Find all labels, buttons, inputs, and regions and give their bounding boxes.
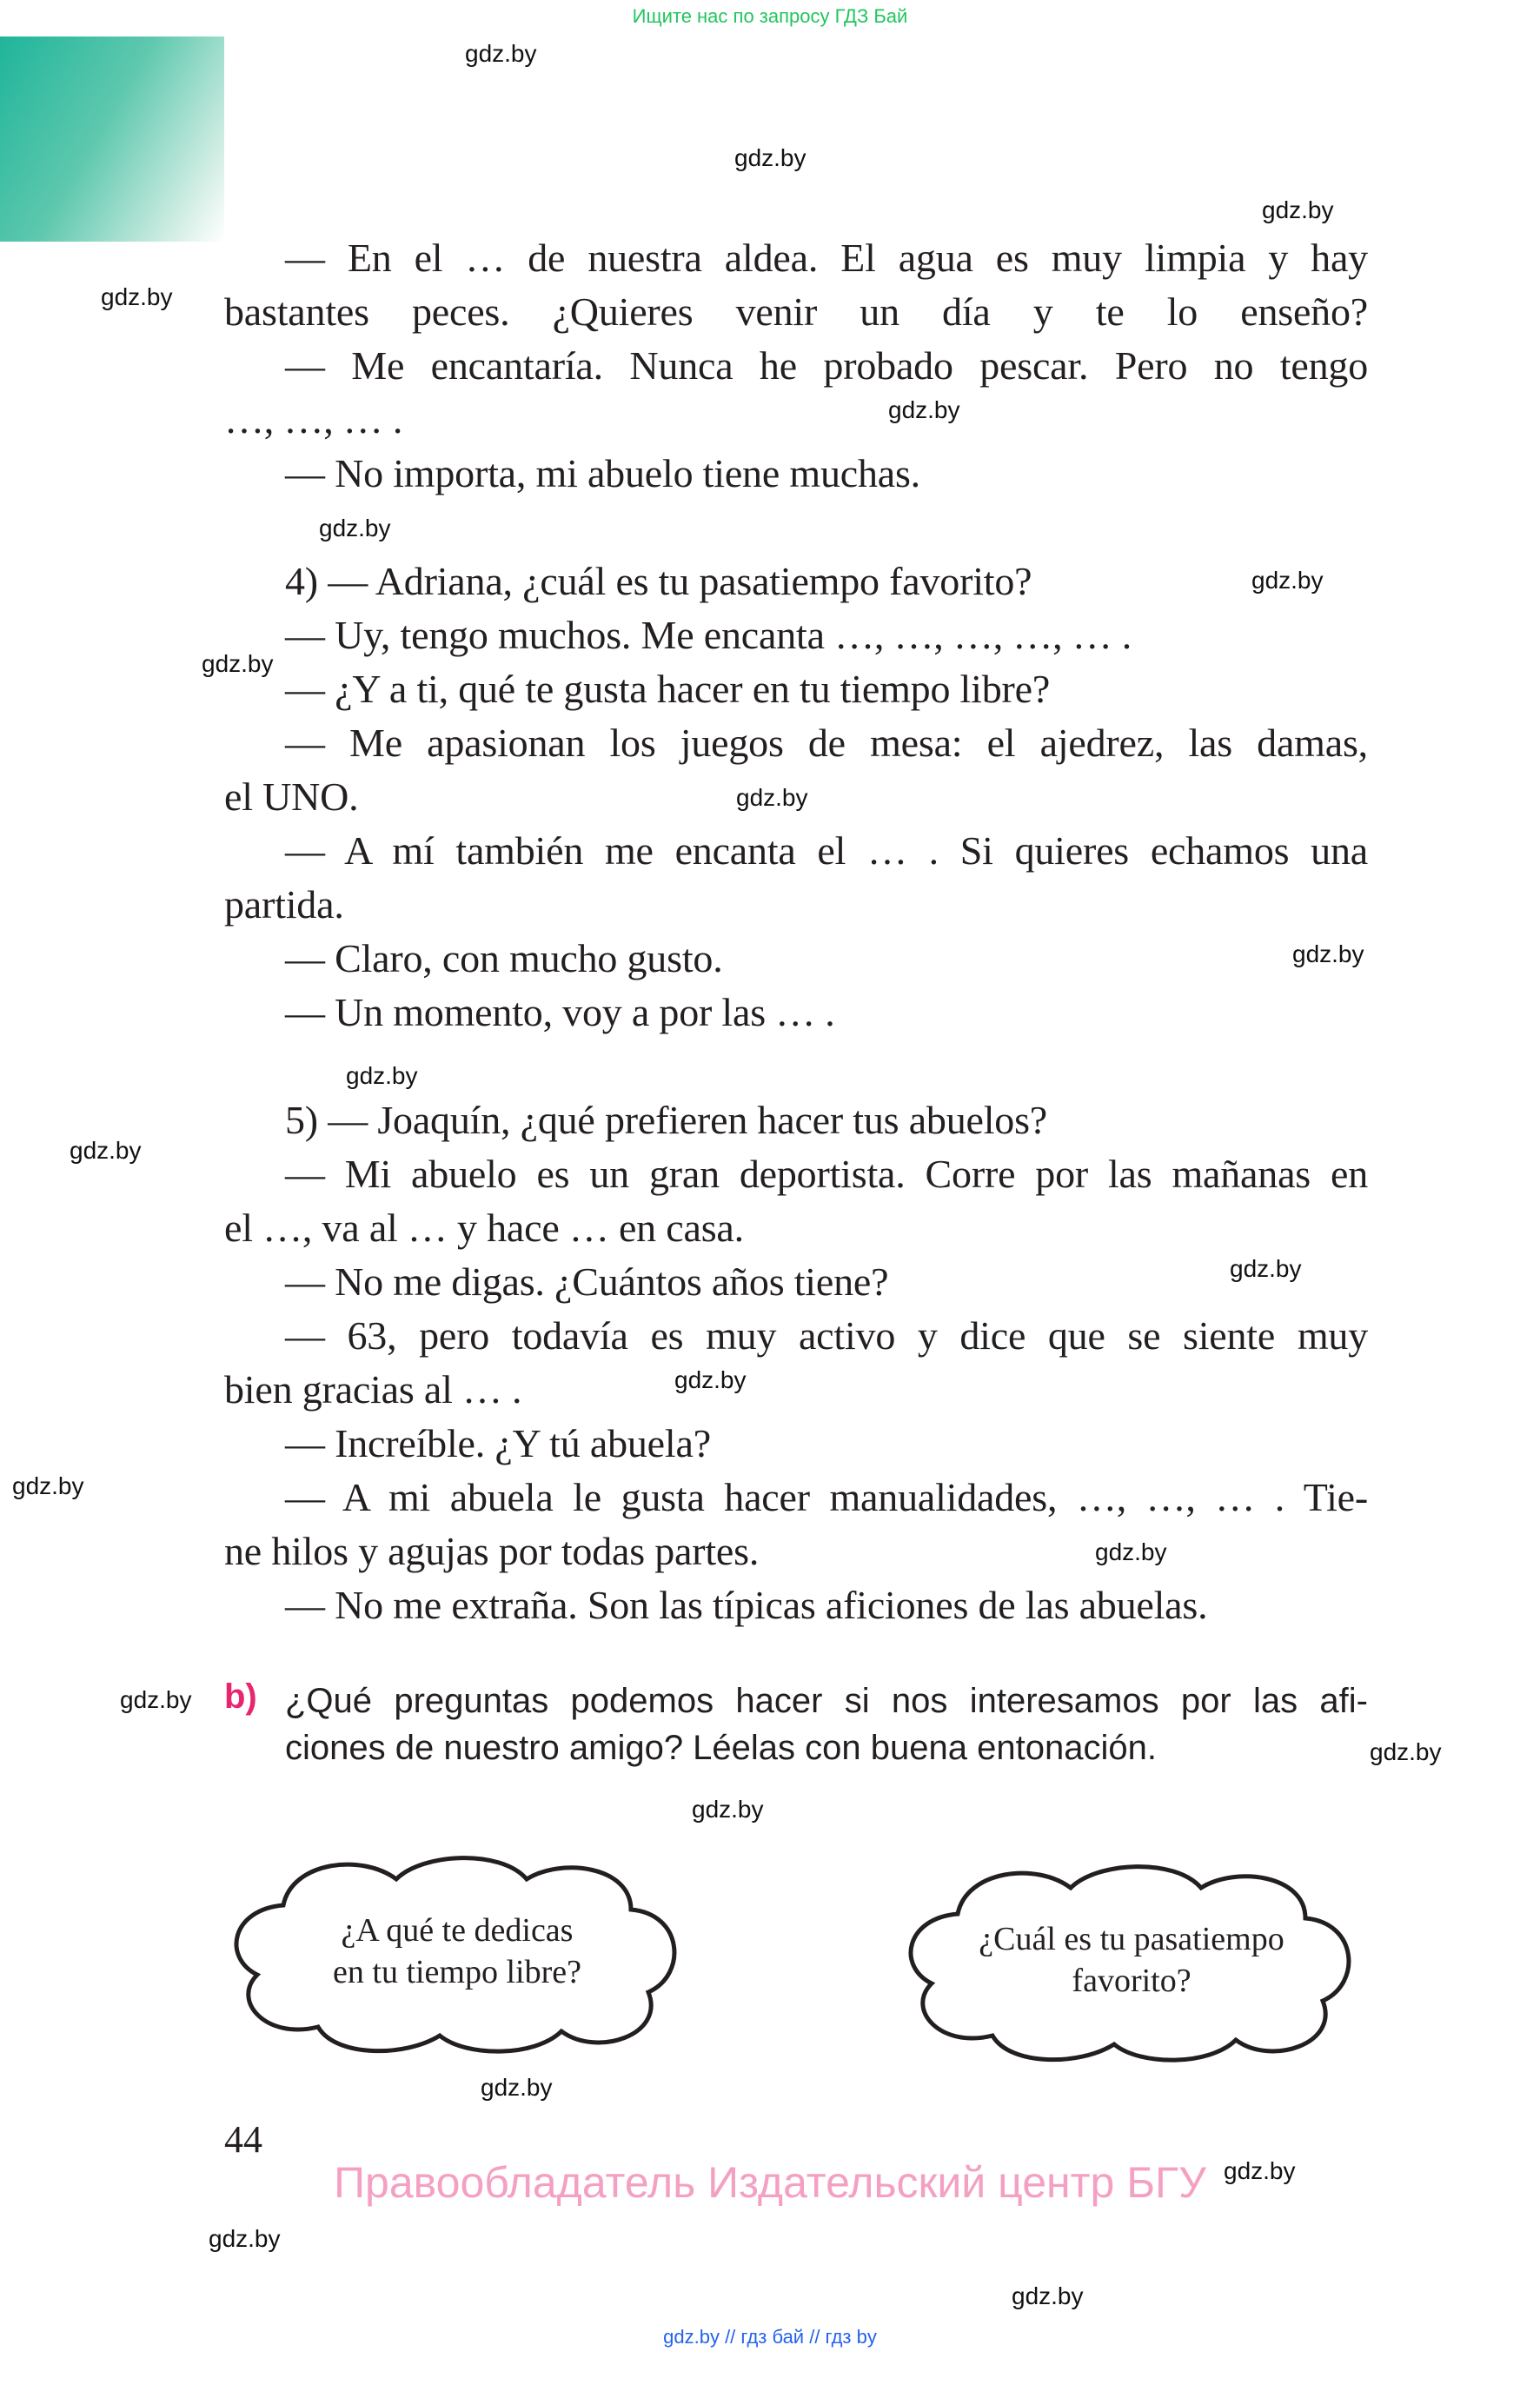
dialogue-line: — No me extraña. Son las típicas aficiones de las abuelas. bbox=[285, 1583, 1208, 1627]
page-number: 44 bbox=[224, 2118, 262, 2161]
dialogue-line: 5) — Joaquín, ¿qué prefieren hacer tus abuelos? bbox=[285, 1098, 1048, 1142]
dialogue-line: — Un momento, voy a por las … . bbox=[285, 990, 835, 1034]
dialogue-line: …, …, … . bbox=[224, 397, 403, 442]
speech-cloud-right bbox=[897, 1853, 1366, 2070]
dialogue-line: 4) — Adriana, ¿cuál es tu pasatiempo favorito? bbox=[285, 559, 1032, 603]
task-instruction: ciones de nuestro amigo? Léelas con buena entonación. bbox=[285, 1729, 1157, 1767]
copyright-notice: Правообладатель Издательский центр БГУ bbox=[334, 2158, 1206, 2207]
watermark: gdz.by bbox=[734, 144, 807, 171]
watermark: gdz.by bbox=[209, 2225, 281, 2252]
dialogue-line: — Me apasionan los juegos de mesa: el ajedrez, las damas, bbox=[285, 721, 1368, 765]
dialogue-line: — A mí también me encanta el … . Si quieres echamos una bbox=[285, 828, 1368, 873]
watermark: gdz.by bbox=[120, 1686, 192, 1713]
watermark: gdz.by bbox=[674, 1366, 747, 1393]
footer-links[interactable]: gdz.by // гдз бай // гдз by bbox=[663, 2326, 877, 2348]
watermark: gdz.by bbox=[319, 515, 391, 541]
task-label: b) bbox=[224, 1677, 257, 1716]
watermark: gdz.by bbox=[736, 784, 808, 811]
dialogue-line: — No importa, mi abuelo tiene muchas. bbox=[285, 451, 920, 495]
watermark: gdz.by bbox=[101, 283, 173, 310]
dialogue-line: — Me encantaría. Nunca he probado pescar. Pero no tengo bbox=[285, 343, 1368, 388]
cloud-text-line: en tu tiempo libre? bbox=[333, 1954, 581, 1990]
dialogue-line: — Increíble. ¿Y tú abuela? bbox=[285, 1421, 711, 1465]
watermark: gdz.by bbox=[692, 1796, 764, 1823]
task-instruction: ¿Qué preguntas podemos hacer si nos interesamos por las afi- bbox=[285, 1682, 1368, 1720]
dialogue-line: — 63, pero todavía es muy activo y dice que se siente muy bbox=[285, 1313, 1368, 1358]
watermark: gdz.by bbox=[1095, 1538, 1167, 1565]
dialogue-line: — Claro, con mucho gusto. bbox=[285, 936, 723, 980]
dialogue-line: ne hilos y agujas por todas partes. bbox=[224, 1529, 760, 1573]
watermark: gdz.by bbox=[1292, 940, 1364, 967]
watermark: gdz.by bbox=[202, 650, 274, 677]
dialogue-line: partida. bbox=[224, 882, 344, 927]
dialogue-line: — Uy, tengo muchos. Me encanta …, …, …, …, … . bbox=[285, 613, 1132, 657]
corner-decoration bbox=[0, 37, 224, 242]
dialogue-line: — ¿Y a ti, qué te gusta hacer en tu tiempo libre? bbox=[285, 667, 1051, 711]
cloud-text-line: favorito? bbox=[1072, 1963, 1192, 1999]
dialogue-line: el …, va al … y hace … en casa. bbox=[224, 1206, 744, 1250]
dialogue-line: — Mi abuelo es un gran deportista. Corre por las mañanas en bbox=[285, 1152, 1368, 1196]
dialogue-line: bien gracias al … . bbox=[224, 1367, 522, 1412]
cloud-text-line: ¿A qué te dedicas bbox=[341, 1912, 574, 1949]
watermark: gdz.by bbox=[346, 1062, 418, 1089]
speech-cloud-left bbox=[222, 1844, 692, 2062]
watermark: gdz.by bbox=[888, 396, 960, 423]
search-hint-link[interactable]: Ищите нас по запросу ГДЗ Бай bbox=[632, 5, 908, 27]
dialogue-line: — No me digas. ¿Cuántos años tiene? bbox=[285, 1259, 889, 1304]
watermark: gdz.by bbox=[1224, 2157, 1296, 2184]
dialogue-line: — A mi abuela le gusta hacer manualidades, …, …, … . Tie- bbox=[285, 1475, 1368, 1519]
watermark: gdz.by bbox=[1251, 567, 1324, 594]
watermark: gdz.by bbox=[465, 40, 537, 67]
watermark: gdz.by bbox=[1370, 1738, 1442, 1765]
watermark: gdz.by bbox=[481, 2074, 553, 2101]
watermark: gdz.by bbox=[70, 1137, 142, 1164]
dialogue-line: el UNO. bbox=[224, 774, 359, 819]
watermark: gdz.by bbox=[1012, 2282, 1084, 2309]
dialogue-line: bastantes peces. ¿Quieres venir un día y te lo enseño? bbox=[224, 289, 1368, 334]
watermark: gdz.by bbox=[1230, 1255, 1302, 1282]
watermark: gdz.by bbox=[12, 1472, 84, 1499]
watermark: gdz.by bbox=[1262, 196, 1334, 223]
dialogue-line: — En el … de nuestra aldea. El agua es muy limpia y hay bbox=[285, 236, 1368, 280]
cloud-text-line: ¿Cuál es tu pasatiempo bbox=[979, 1921, 1284, 1957]
